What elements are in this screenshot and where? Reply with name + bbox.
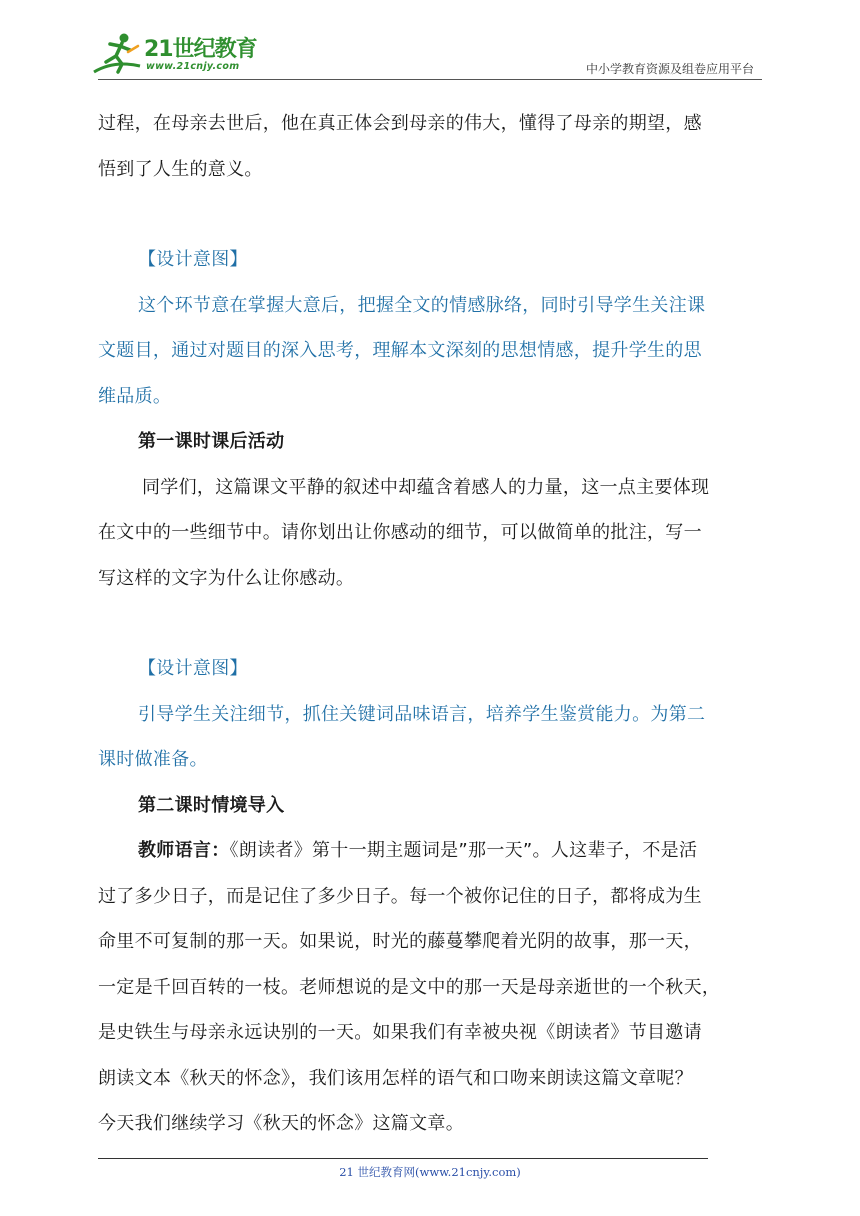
- paragraph-line: 写这样的文字为什么让你感动。: [98, 567, 355, 589]
- paragraph-line: 命里不可复制的那一天。如果说，时光的藤蔓攀爬着光阴的故事，那一天，: [98, 931, 702, 952]
- paragraph-line: 过程，在母亲去世后，他在真正体会到母亲的伟大，懂得了母亲的期望，感: [98, 113, 702, 134]
- paragraph-line: 过了多少日子，而是记住了多少日子。每一个被你记住的日子，都将成为生: [98, 885, 702, 907]
- design-intent-line: 引导学生关注细节，抓住关键词品味语言，培养学生鉴赏能力。为第二: [138, 703, 706, 725]
- spacer: [98, 192, 762, 237]
- paragraph-line: 悟到了人生的意义。: [98, 158, 263, 180]
- design-intent-heading: 【设计意图】: [138, 249, 248, 270]
- header-tagline: 中小学教育资源及组卷应用平台: [585, 62, 754, 76]
- design-intent-line: 课时做准备。: [98, 749, 208, 770]
- design-intent-line: 这个环节意在掌握大意后，把握全文的情感脉络，同时引导学生关注课: [138, 294, 706, 316]
- footer-link[interactable]: 21 世纪教育网(www.21cnjy.com): [339, 1165, 521, 1179]
- logo-title: 21世纪教育: [144, 37, 257, 62]
- paragraph-line: [98, 828, 762, 874]
- document-body: [98, 101, 762, 1147]
- design-intent-heading: 【设计意图】: [138, 658, 248, 679]
- design-intent-line: 文题目，通过对题目的深入思考，理解本文深刻的思想情感，提升学生的思: [98, 340, 702, 361]
- paragraph-text: 《朗读者》第十一期主题词是”那一天”。人这辈子，不是活: [229, 840, 698, 861]
- header-divider: [98, 79, 762, 80]
- paragraph-line: 朗读文本《秋天的怀念》，我们该用怎样的语气和口吻来朗读这篇文章呢？: [98, 1067, 693, 1089]
- paragraph-line: 在文中的一些细节中。请你划出让你感动的细节，可以做简单的批注，写一: [98, 522, 702, 543]
- paragraph-line: 是史铁生与母亲永远诀别的一天。如果我们有幸被央视《朗读者》节目邀请: [98, 1022, 702, 1043]
- site-logo[interactable]: [92, 30, 262, 80]
- runner-logo-icon: [92, 30, 144, 78]
- section-heading: 第二课时情境导入: [138, 794, 285, 816]
- teacher-language-label: 教师语言：: [138, 840, 230, 861]
- footer-divider: [98, 1158, 708, 1159]
- logo-url: www.21cnjy.com: [146, 61, 240, 72]
- paragraph-line: 一定是千回百转的一枝。老师想说的是文中的那一天是母亲逝世的一个秋天，: [98, 976, 721, 998]
- paragraph-line: 同学们，这篇课文平静的叙述中却蕴含着感人的力量，这一点主要体现: [142, 476, 710, 498]
- design-intent-line: 维品质。: [98, 385, 172, 407]
- section-heading: 第一课时课后活动: [138, 431, 285, 452]
- paragraph-line: 今天我们继续学习《秋天的怀念》这篇文章。: [98, 1113, 464, 1134]
- spacer: [98, 601, 762, 646]
- page-header: [0, 0, 860, 84]
